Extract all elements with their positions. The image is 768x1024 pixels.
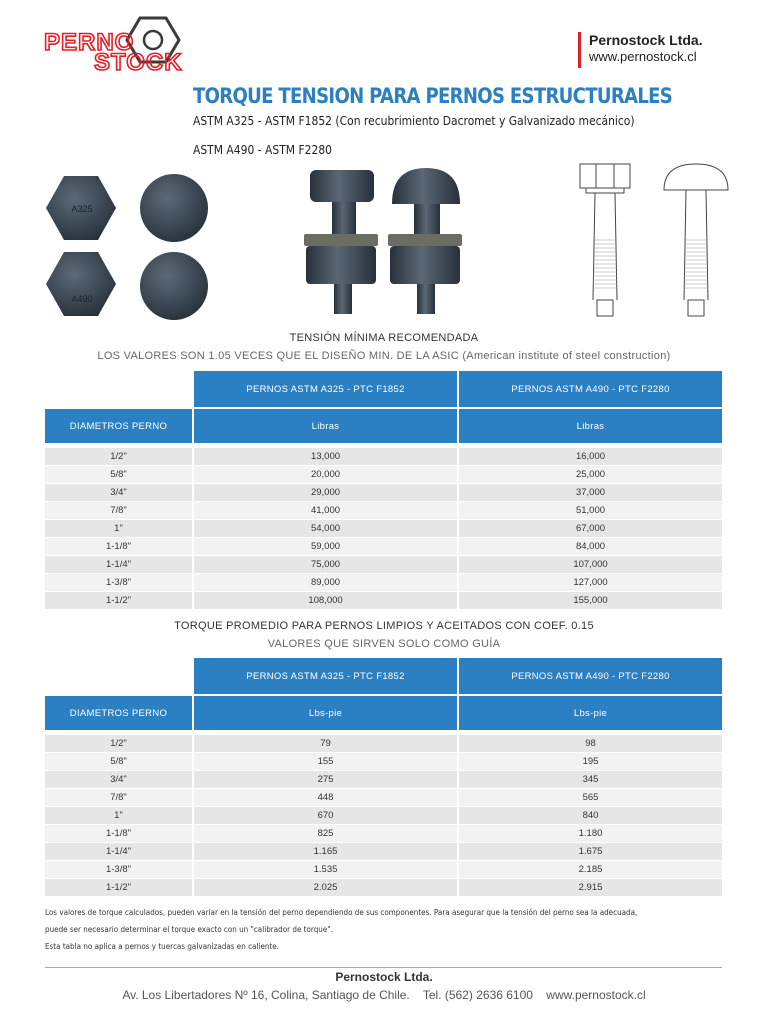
table-row (45, 465, 722, 483)
tension-section-title: TENSIÓN MÍNIMA RECOMENDADA (289, 332, 479, 344)
a490-value-cell: 127,000 (457, 573, 722, 591)
a325-value-cell: 155 (192, 752, 457, 770)
a490-value-cell: 840 (457, 806, 722, 824)
torque-section-title: TORQUE PROMEDIO PARA PERNOS LIMPIOS Y ACEITADOS CON COEF. 0.15 (174, 620, 594, 632)
footer-company-name: Pernostock Ltda. (335, 970, 433, 984)
table-row (45, 555, 722, 573)
torque-unit-a490: Lbs-pie (457, 694, 722, 730)
a490-value-cell: 1.675 (457, 842, 722, 860)
diameter-cell: 1/2" (45, 447, 192, 465)
a325-value-cell: 2.025 (192, 878, 457, 896)
svg-text:A325: A325 (71, 204, 93, 214)
hex-head-a325-image (46, 176, 116, 240)
company-logo (42, 16, 222, 78)
a325-value-cell: 108,000 (192, 591, 457, 609)
notes (45, 904, 666, 955)
diameter-cell: 1" (45, 806, 192, 824)
torque-header-a490: PERNOS ASTM A490 - PTC F2280 (457, 658, 722, 694)
a325-value-cell: 54,000 (192, 519, 457, 537)
table-row (45, 842, 722, 860)
subtitle-a490: ASTM A490 - ASTM F2280 (193, 142, 333, 157)
diameter-cell: 1-1/2" (45, 591, 192, 609)
company-header (578, 32, 703, 68)
round-head-image (140, 252, 208, 320)
a490-value-cell: 84,000 (457, 537, 722, 555)
a325-value-cell: 1.535 (192, 860, 457, 878)
company-name: Pernostock Ltda. (589, 32, 703, 48)
a325-value-cell: 41,000 (192, 501, 457, 519)
diameter-cell: 3/4" (45, 483, 192, 501)
a490-value-cell: 2.915 (457, 878, 722, 896)
hex-bolt-assembly-image (304, 170, 378, 314)
hex-bolt-drawing (580, 164, 630, 316)
note-line: Los valores de torque calculados, pueden variar en la tensión del perno dependiendo de sus componentes. Para asegurar que la tensión del perno sea la adecuada, (45, 908, 638, 917)
table-row (45, 591, 722, 609)
a325-value-cell: 89,000 (192, 573, 457, 591)
logo-text-stock: STOCK (94, 49, 183, 76)
diameter-cell: 1-3/8" (45, 860, 192, 878)
a325-value-cell: 29,000 (192, 483, 457, 501)
round-bolt-assembly-image (388, 168, 462, 314)
a325-value-cell: 59,000 (192, 537, 457, 555)
table-row (45, 878, 722, 896)
a325-value-cell: 75,000 (192, 555, 457, 573)
tension-table (45, 371, 722, 609)
diameter-cell: 1-1/2" (45, 878, 192, 896)
a490-value-cell: 16,000 (457, 447, 722, 465)
diameter-cell: 7/8" (45, 788, 192, 806)
a490-value-cell: 51,000 (457, 501, 722, 519)
torque-header-a325: PERNOS ASTM A325 - PTC F1852 (192, 658, 457, 694)
a490-value-cell: 155,000 (457, 591, 722, 609)
table-row (45, 770, 722, 788)
footer-contact-info: Av. Los Libertadores Nº 16, Colina, Santiago de Chile. Tel. (562) 2636 6100 www.pernostock.cl (122, 988, 646, 1002)
footer-divider (45, 967, 722, 968)
svg-text:A490: A490 (71, 294, 93, 304)
a325-value-cell: 670 (192, 806, 457, 824)
tension-header-a325: PERNOS ASTM A325 - PTC F1852 (192, 371, 457, 407)
torque-header-diameter: DIAMETROS PERNO (45, 694, 192, 730)
table-row (45, 752, 722, 770)
table-row (45, 447, 722, 465)
table-row (45, 519, 722, 537)
table-row (45, 537, 722, 555)
diameter-cell: 1-1/4" (45, 555, 192, 573)
diameter-cell: 1-1/4" (45, 842, 192, 860)
diameter-cell: 1/2" (45, 734, 192, 752)
round-head-image (140, 174, 208, 242)
tension-header-diameter: DIAMETROS PERNO (45, 407, 192, 443)
table-row (45, 501, 722, 519)
table-row (45, 806, 722, 824)
tension-header-a490: PERNOS ASTM A490 - PTC F2280 (457, 371, 722, 407)
diameter-cell: 1" (45, 519, 192, 537)
a490-value-cell: 345 (457, 770, 722, 788)
note-line: Esta tabla no aplica a pernos y tuercas galvanizadas en caliente. (45, 942, 279, 951)
diameter-cell: 5/8" (45, 465, 192, 483)
a490-value-cell: 195 (457, 752, 722, 770)
table-row (45, 824, 722, 842)
torque-table (45, 658, 722, 896)
company-website[interactable]: www.pernostock.cl (589, 49, 697, 64)
torque-unit-a325: Lbs-pie (192, 694, 457, 730)
a325-value-cell: 79 (192, 734, 457, 752)
diameter-cell: 5/8" (45, 752, 192, 770)
a490-value-cell: 37,000 (457, 483, 722, 501)
a325-value-cell: 825 (192, 824, 457, 842)
a490-value-cell: 565 (457, 788, 722, 806)
table-row (45, 788, 722, 806)
diameter-cell: 1-1/8" (45, 537, 192, 555)
tension-section-subtitle: LOS VALORES SON 1.05 VECES QUE EL DISEÑO MIN. DE LA ASIC (American institute of steel construction) (97, 350, 671, 362)
a325-value-cell: 448 (192, 788, 457, 806)
a490-value-cell: 1.180 (457, 824, 722, 842)
bolt-photos (40, 160, 740, 330)
a490-value-cell: 67,000 (457, 519, 722, 537)
diameter-cell: 1-3/8" (45, 573, 192, 591)
subtitle-a325: ASTM A325 - ASTM F1852 (Con recubrimiento Dacromet y Galvanizado mecánico) (193, 113, 635, 128)
diameter-cell: 7/8" (45, 501, 192, 519)
diameter-cell: 1-1/8" (45, 824, 192, 842)
logo-text-perno: PERNO (44, 29, 135, 56)
a490-value-cell: 107,000 (457, 555, 722, 573)
diameter-cell: 3/4" (45, 770, 192, 788)
note-line: puede ser necesario determinar el torque exacto con un "calibrador de torque". (45, 925, 333, 934)
a325-value-cell: 20,000 (192, 465, 457, 483)
round-bolt-drawing (664, 164, 728, 316)
hex-head-a490-image (46, 252, 116, 316)
tension-unit-a325: Libras (192, 407, 457, 443)
table-row (45, 573, 722, 591)
torque-section-subtitle: VALORES QUE SIRVEN SOLO COMO GUÍA (267, 638, 501, 650)
a490-value-cell: 2.185 (457, 860, 722, 878)
a490-value-cell: 98 (457, 734, 722, 752)
a490-value-cell: 25,000 (457, 465, 722, 483)
tension-unit-a490: Libras (457, 407, 722, 443)
a325-value-cell: 13,000 (192, 447, 457, 465)
table-row (45, 734, 722, 752)
page-title: TORQUE TENSION PARA PERNOS ESTRUCTURALES (193, 84, 673, 108)
a325-value-cell: 1.165 (192, 842, 457, 860)
a325-value-cell: 275 (192, 770, 457, 788)
table-row (45, 483, 722, 501)
table-row (45, 860, 722, 878)
